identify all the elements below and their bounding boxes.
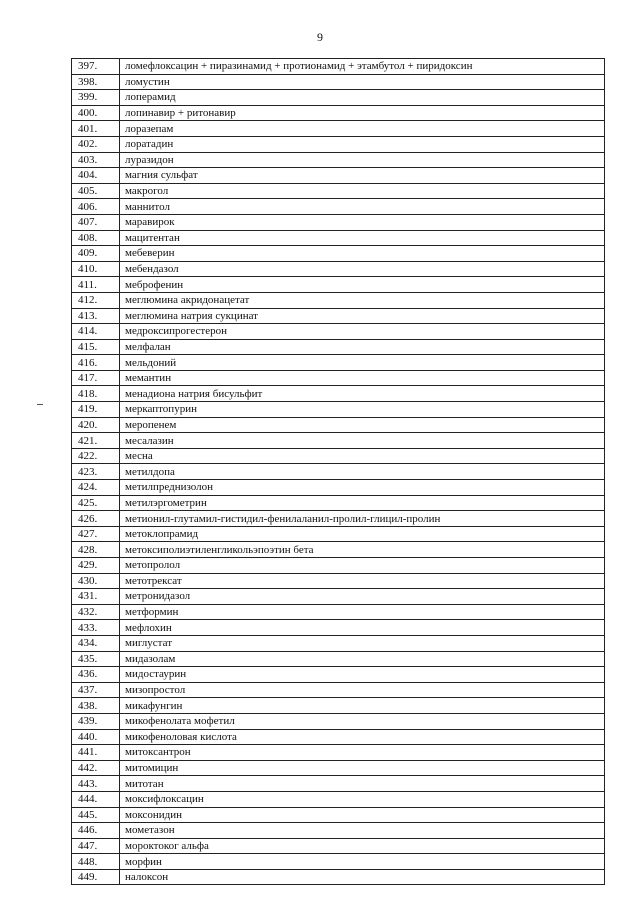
drug-name: мебеверин bbox=[120, 246, 605, 262]
table-row bbox=[72, 511, 605, 527]
row-number: 439. bbox=[72, 713, 120, 729]
row-number: 441. bbox=[72, 745, 120, 761]
table-row bbox=[72, 277, 605, 293]
drug-name: меглюмина акридонацетат bbox=[120, 292, 605, 308]
drug-name: макрогол bbox=[120, 183, 605, 199]
table-row bbox=[72, 682, 605, 698]
drug-name: митомицин bbox=[120, 760, 605, 776]
table-row bbox=[72, 635, 605, 651]
row-number: 429. bbox=[72, 558, 120, 574]
table-row bbox=[72, 604, 605, 620]
drug-name: лопинавир + ритонавир bbox=[120, 105, 605, 121]
table-row bbox=[72, 838, 605, 854]
row-number: 415. bbox=[72, 339, 120, 355]
drug-name: ломустин bbox=[120, 74, 605, 90]
row-number: 425. bbox=[72, 495, 120, 511]
drug-name: митоксантрон bbox=[120, 745, 605, 761]
row-number: 440. bbox=[72, 729, 120, 745]
drug-name: моксифлоксацин bbox=[120, 791, 605, 807]
row-number: 399. bbox=[72, 90, 120, 106]
row-number: 398. bbox=[72, 74, 120, 90]
margin-mark bbox=[37, 404, 43, 405]
table-row bbox=[72, 854, 605, 870]
drug-name: меркаптопурин bbox=[120, 402, 605, 418]
table-row bbox=[72, 417, 605, 433]
row-number: 410. bbox=[72, 261, 120, 277]
row-number: 413. bbox=[72, 308, 120, 324]
row-number: 418. bbox=[72, 386, 120, 402]
table-row bbox=[72, 480, 605, 496]
table-row bbox=[72, 823, 605, 839]
table-row bbox=[72, 448, 605, 464]
drug-name: мебендазол bbox=[120, 261, 605, 277]
drug-list-table bbox=[71, 58, 605, 885]
table-row bbox=[72, 542, 605, 558]
drug-name: мефлохин bbox=[120, 620, 605, 636]
table-row bbox=[72, 370, 605, 386]
row-number: 411. bbox=[72, 277, 120, 293]
drug-name: метронидазол bbox=[120, 589, 605, 605]
drug-list-body bbox=[72, 59, 605, 885]
table-row bbox=[72, 573, 605, 589]
table-row bbox=[72, 402, 605, 418]
drug-name: мелфалан bbox=[120, 339, 605, 355]
table-row bbox=[72, 246, 605, 262]
row-number: 449. bbox=[72, 869, 120, 885]
table-row bbox=[72, 121, 605, 137]
row-number: 402. bbox=[72, 136, 120, 152]
drug-name: маннитол bbox=[120, 199, 605, 215]
row-number: 423. bbox=[72, 464, 120, 480]
table-row bbox=[72, 183, 605, 199]
row-number: 412. bbox=[72, 292, 120, 308]
table-row bbox=[72, 168, 605, 184]
table-row bbox=[72, 230, 605, 246]
table-row bbox=[72, 760, 605, 776]
drug-name: мороктоког альфа bbox=[120, 838, 605, 854]
row-number: 436. bbox=[72, 667, 120, 683]
drug-name: лоразепам bbox=[120, 121, 605, 137]
table-row bbox=[72, 308, 605, 324]
drug-name: магния сульфат bbox=[120, 168, 605, 184]
table-row bbox=[72, 105, 605, 121]
table-row bbox=[72, 651, 605, 667]
drug-name: менадиона натрия бисульфит bbox=[120, 386, 605, 402]
table-row bbox=[72, 90, 605, 106]
table-row bbox=[72, 713, 605, 729]
drug-name: мельдоний bbox=[120, 355, 605, 371]
drug-name: месна bbox=[120, 448, 605, 464]
table-row bbox=[72, 620, 605, 636]
row-number: 400. bbox=[72, 105, 120, 121]
table-row bbox=[72, 74, 605, 90]
row-number: 442. bbox=[72, 760, 120, 776]
row-number: 433. bbox=[72, 620, 120, 636]
row-number: 407. bbox=[72, 214, 120, 230]
drug-name: микафунгин bbox=[120, 698, 605, 714]
table-row bbox=[72, 869, 605, 885]
drug-name: метформин bbox=[120, 604, 605, 620]
drug-name: метотрексат bbox=[120, 573, 605, 589]
row-number: 437. bbox=[72, 682, 120, 698]
table-row bbox=[72, 355, 605, 371]
row-number: 430. bbox=[72, 573, 120, 589]
table-row bbox=[72, 495, 605, 511]
table-row bbox=[72, 324, 605, 340]
row-number: 419. bbox=[72, 402, 120, 418]
drug-name: месалазин bbox=[120, 433, 605, 449]
drug-name: метилпреднизолон bbox=[120, 480, 605, 496]
drug-name: мидазолам bbox=[120, 651, 605, 667]
table-row bbox=[72, 729, 605, 745]
drug-name: лоратадин bbox=[120, 136, 605, 152]
table-row bbox=[72, 292, 605, 308]
drug-name: мометазон bbox=[120, 823, 605, 839]
row-number: 406. bbox=[72, 199, 120, 215]
page-number: 9 bbox=[317, 30, 323, 44]
row-number: 438. bbox=[72, 698, 120, 714]
table-row bbox=[72, 776, 605, 792]
drug-name: микофеноловая кислота bbox=[120, 729, 605, 745]
table-row bbox=[72, 745, 605, 761]
drug-name: лоперамид bbox=[120, 90, 605, 106]
drug-name: метилэргометрин bbox=[120, 495, 605, 511]
table-row bbox=[72, 152, 605, 168]
row-number: 401. bbox=[72, 121, 120, 137]
row-number: 397. bbox=[72, 59, 120, 75]
drug-name: мемантин bbox=[120, 370, 605, 386]
table-row bbox=[72, 791, 605, 807]
row-number: 431. bbox=[72, 589, 120, 605]
row-number: 428. bbox=[72, 542, 120, 558]
row-number: 427. bbox=[72, 526, 120, 542]
row-number: 420. bbox=[72, 417, 120, 433]
drug-name: меропенем bbox=[120, 417, 605, 433]
table-row bbox=[72, 526, 605, 542]
row-number: 445. bbox=[72, 807, 120, 823]
row-number: 434. bbox=[72, 635, 120, 651]
row-number: 422. bbox=[72, 448, 120, 464]
drug-name: налоксон bbox=[120, 869, 605, 885]
table-row bbox=[72, 807, 605, 823]
row-number: 417. bbox=[72, 370, 120, 386]
drug-name: ломефлоксацин + пиразинамид + протионамид + этамбутол + пиридоксин bbox=[120, 59, 605, 75]
row-number: 444. bbox=[72, 791, 120, 807]
drug-name: метоклопрамид bbox=[120, 526, 605, 542]
table-row bbox=[72, 59, 605, 75]
drug-name: меглюмина натрия сукцинат bbox=[120, 308, 605, 324]
drug-name: мидостаурин bbox=[120, 667, 605, 683]
drug-name: миглустат bbox=[120, 635, 605, 651]
drug-name: маравирок bbox=[120, 214, 605, 230]
row-number: 443. bbox=[72, 776, 120, 792]
drug-name: меброфенин bbox=[120, 277, 605, 293]
drug-name: метионил-глутамил-гистидил-фенилаланил-пролил-глицил-пролин bbox=[120, 511, 605, 527]
row-number: 448. bbox=[72, 854, 120, 870]
row-number: 435. bbox=[72, 651, 120, 667]
drug-name: метоксиполиэтиленгликольэпоэтин бета bbox=[120, 542, 605, 558]
table-row bbox=[72, 199, 605, 215]
table-row bbox=[72, 698, 605, 714]
table-row bbox=[72, 136, 605, 152]
table-row bbox=[72, 667, 605, 683]
table-row bbox=[72, 464, 605, 480]
row-number: 416. bbox=[72, 355, 120, 371]
table-row bbox=[72, 558, 605, 574]
row-number: 403. bbox=[72, 152, 120, 168]
table-row bbox=[72, 339, 605, 355]
table-row bbox=[72, 433, 605, 449]
table-row bbox=[72, 589, 605, 605]
drug-name: морфин bbox=[120, 854, 605, 870]
row-number: 446. bbox=[72, 823, 120, 839]
row-number: 405. bbox=[72, 183, 120, 199]
row-number: 424. bbox=[72, 480, 120, 496]
table-row bbox=[72, 261, 605, 277]
drug-name: медроксипрогестерон bbox=[120, 324, 605, 340]
drug-name: митотан bbox=[120, 776, 605, 792]
drug-name: метопролол bbox=[120, 558, 605, 574]
row-number: 421. bbox=[72, 433, 120, 449]
drug-name: моксонидин bbox=[120, 807, 605, 823]
table-row bbox=[72, 386, 605, 402]
drug-name: мацитентан bbox=[120, 230, 605, 246]
drug-name: метилдопа bbox=[120, 464, 605, 480]
drug-name: микофенолата мофетил bbox=[120, 713, 605, 729]
drug-name: мизопростол bbox=[120, 682, 605, 698]
row-number: 432. bbox=[72, 604, 120, 620]
row-number: 404. bbox=[72, 168, 120, 184]
row-number: 414. bbox=[72, 324, 120, 340]
row-number: 426. bbox=[72, 511, 120, 527]
row-number: 408. bbox=[72, 230, 120, 246]
row-number: 447. bbox=[72, 838, 120, 854]
row-number: 409. bbox=[72, 246, 120, 262]
table-row bbox=[72, 214, 605, 230]
drug-name: луразидон bbox=[120, 152, 605, 168]
